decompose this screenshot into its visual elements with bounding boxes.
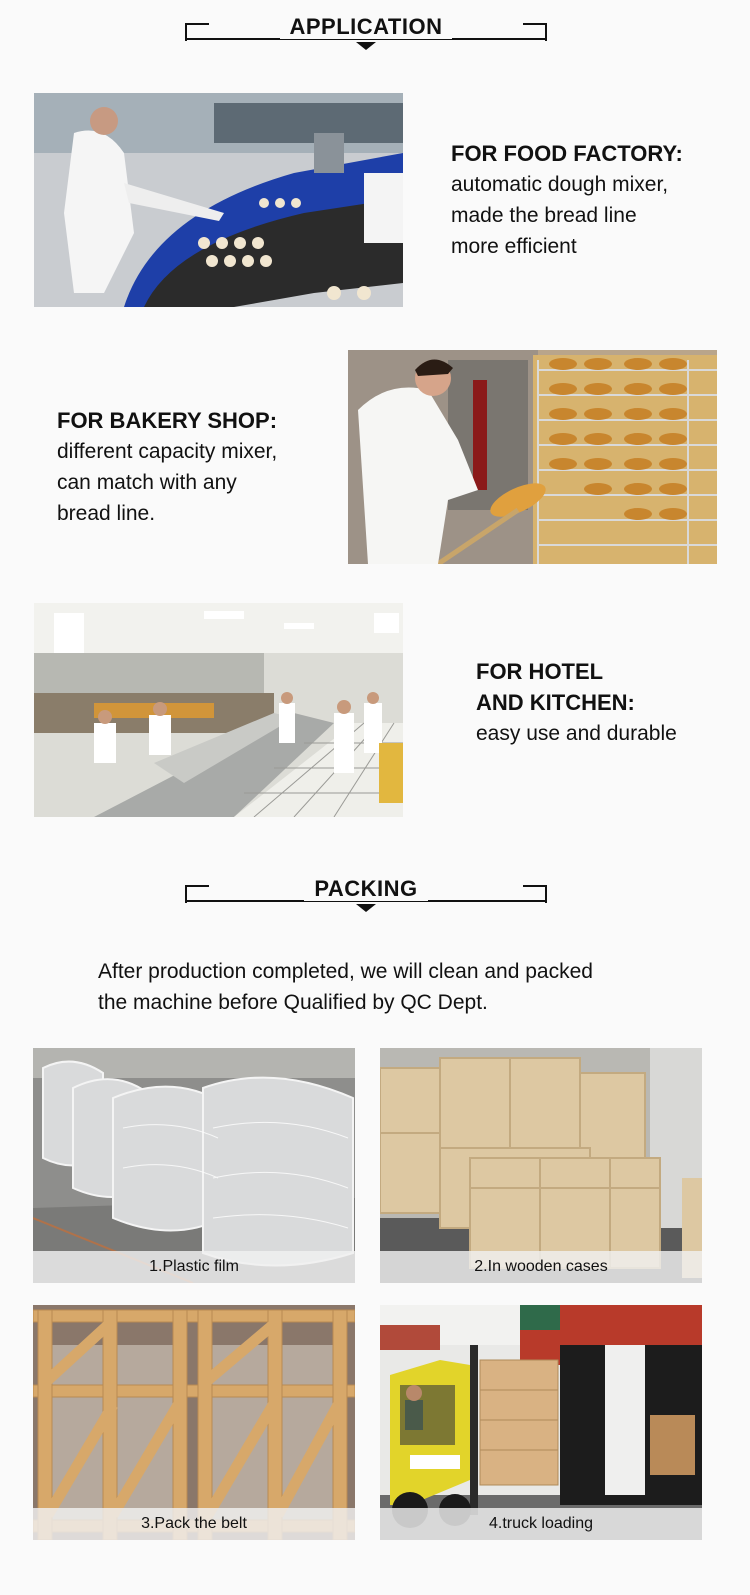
bakery-shop-line: can match with any: [57, 471, 237, 494]
bakery-shop-line: bread line.: [57, 502, 156, 525]
food-factory-line: made the bread line: [451, 204, 637, 227]
packing-title: PACKING: [185, 876, 547, 902]
food-factory-photo: [34, 93, 403, 307]
food-factory-line: more efficient: [451, 235, 577, 258]
food-factory-line: automatic dough mixer,: [451, 173, 669, 196]
bakery-shop-line: different capacity mixer,: [57, 440, 278, 463]
application-title: APPLICATION: [185, 14, 547, 40]
packing-intro-line: After production completed, we will clean and packed: [98, 960, 593, 983]
hotel-kitchen-text: [476, 656, 677, 749]
packing-caption: 3.Pack the belt: [33, 1508, 355, 1540]
food-factory-heading: FOR FOOD FACTORY:: [451, 141, 683, 166]
bakery-shop-heading: FOR BAKERY SHOP:: [57, 408, 278, 433]
hotel-kitchen-heading: AND KITCHEN:: [476, 690, 635, 715]
packing-intro: [98, 956, 658, 1018]
application-section-header: [185, 14, 547, 48]
bakery-shop-photo: [348, 350, 717, 564]
packing-caption: 4.truck loading: [380, 1508, 702, 1540]
hotel-kitchen-photo: [34, 603, 403, 817]
packing-intro-line: the machine before Qualified by QC Dept.: [98, 991, 488, 1014]
triangle-down-icon: [356, 42, 376, 50]
hotel-kitchen-heading: FOR HOTEL: [476, 659, 604, 684]
packing-section-header: [185, 876, 547, 910]
food-factory-text: [451, 138, 683, 262]
hotel-kitchen-line: easy use and durable: [476, 722, 677, 745]
packing-photo-plastic-film: [33, 1048, 355, 1283]
packing-photo-pack-belt: [33, 1305, 355, 1540]
packing-caption: 1.Plastic film: [33, 1251, 355, 1283]
packing-photo-wooden-cases: [380, 1048, 702, 1283]
packing-caption: 2.In wooden cases: [380, 1251, 702, 1283]
triangle-down-icon: [356, 904, 376, 912]
bakery-shop-text: [57, 405, 277, 529]
packing-photo-truck-loading: [380, 1305, 702, 1540]
